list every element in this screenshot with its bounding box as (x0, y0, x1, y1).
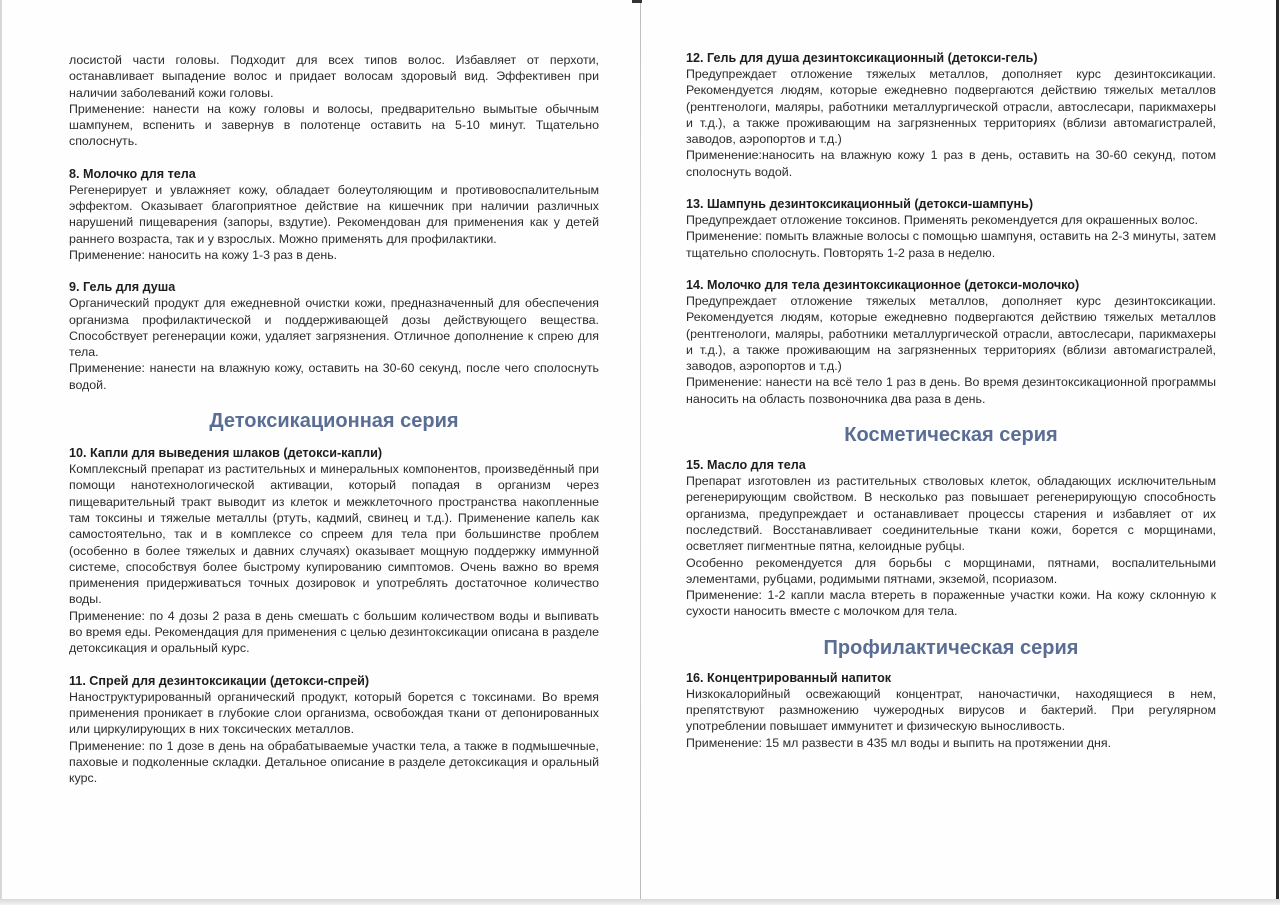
product-title: 9. Гель для душа (69, 280, 176, 295)
product-usage: Применение: 1-2 капли масла втереть в пораженные участки кожи. На кожу склонную к сухости наносить вместе с молочком для тела. (686, 588, 1216, 619)
product-usage: Применение:наносить на влажную кожу 1 раз в день, оставить на 30-60 секунд, потом сполоснуть водой. (686, 148, 1216, 179)
scan-mark (632, 0, 642, 3)
product-title: 13. Шампунь дезинтоксикационный (детокси-шампунь) (686, 197, 1034, 212)
left-column (69, 52, 599, 802)
page-bottom-edge (0, 899, 1280, 905)
continuation-text: лосистой части головы. Подходит для всех типов волос. Избавляет от перхоти, останавливает выпадение волос и придает волосам здоровый вид. Эффективен при наличии заболеваний кожи головы. (69, 53, 599, 100)
product-title: 12. Гель для душа дезинтоксикационный (детокси-гель) (686, 51, 1038, 65)
series-heading-prophylactic: Профилактическая серия (823, 636, 1079, 659)
product-title: 15. Масло для тела (686, 458, 806, 473)
product-usage: Применение: 15 мл развести в 435 мл воды и выпить на протяжении дня. (686, 735, 1112, 750)
product-usage: Применение: нанести на влажную кожу, оставить на 30-60 секунд, после чего сполоснуть водой. (69, 361, 599, 392)
product-title: 11. Спрей для дезинтоксикации (детокси-спрей) (69, 673, 370, 688)
product-description: Регенерирует и увлажняет кожу, обладает болеутоляющим и противовоспалительным эффектом. Оказывает благоприятное действие на кишечник при наличии различных нарушений пищеварения (запоры, вздутие). Рекомендован для применения как у детей раннего возраста, так и у взрослых. Можно применять для профилактики. (69, 182, 599, 246)
product-description: Наноструктурированный органический продукт, который борется с токсинами. Во время применения проникает в глубокие слои организма, освобождая ткани от депонированных или циркулирующих в них токсических металлов. (69, 689, 599, 737)
product-item-10 (69, 445, 599, 657)
product-usage: Применение: по 4 дозы 2 раза в день смешать с большим количеством воды и выпивать во время еды. Рекомендация для применения с целью дезинтоксикации описана в разделе детоксикация и оральный курс. (69, 608, 599, 656)
product-usage: Применение: наносить на кожу 1-3 раз в день. (69, 247, 338, 262)
product-title: 8. Молочко для тела (69, 166, 196, 181)
product-title: 14. Молочко для тела дезинтоксикационное (детокси-молочко) (686, 277, 1080, 292)
product-item-12 (686, 50, 1216, 180)
product-usage: Применение: по 1 дозе в день на обрабатываемые участки тела, а также в подмышечные, паховые и подколенные складки. Детальное описание в разделе детоксикация и оральный курс. (69, 738, 599, 786)
product-recommendation: Особенно рекомендуется для борьбы с морщинами, пятнами, воспалительными элементами, рубцами, родимыми пятнами, экземой, псориазом. (686, 555, 1216, 586)
product-item-11 (69, 673, 599, 787)
product-description: Комплексный препарат из растительных и минеральных компонентов, произведённый при помощи нанотехнологической активации, который попадая в организм через пищеварительный тракт выводит из клеток и межклеточного пространства накопленные там токсины и тяжелые металлы (ртуть, кадмий, свинец и т.д.). Применение капель как самостоятельно, так и в комплексе со спреем для тела при большинстве проблем (особенно в более тяжелых и давних случаях) оказывает мощную поддержку иммунной системе, способствуя более быстрому купированию симптомов. Очень важно во время применения придерживаться точных дозировок и употреблять достаточное количество воды. (69, 462, 599, 607)
series-heading-cosmetic: Косметическая серия (844, 424, 1058, 447)
product-usage: Применение: помыть влажные волосы с помощью шампуня, оставить на 2-3 минуты, затем тщательно сполоснуть. Повторять 1-2 раза в неделю. (686, 229, 1216, 260)
continuation-block (69, 52, 599, 150)
product-item-16 (686, 670, 1216, 751)
product-item-14 (686, 277, 1216, 407)
right-column (686, 50, 1216, 767)
product-item-13 (686, 196, 1216, 261)
product-usage: Применение: нанести на всё тело 1 раз в день. Во время дезинтоксикационной программы наносить на область позвоночника два раза в день. (686, 375, 1216, 406)
continuation-usage: Применение: нанести на кожу головы и волосы, предварительно вымытые обычным шампунем, вспенить и завернув в полотенце оставить на 5-10 минут. Тщательно сполоснуть. (69, 101, 599, 149)
product-description: Предупреждает отложение токсинов. Применять рекомендуется для окрашенных волос. (686, 213, 1199, 228)
product-title: 16. Концентрированный напиток (686, 670, 892, 685)
product-description: Препарат изготовлен из растительных стволовых клеток, обладающих исключительным регенерирующим свойством. В несколько раз повышает регенерирующую способность организма, предупреждает и останавливает процессы старения и избавляет от их последствий. Восстанавливает соединительные ткани кожи, борется с морщинами, осветляет пигментные пятна, келоидные рубцы. (686, 474, 1216, 554)
product-description: Низкокалорийный освежающий концентрат, наночастички, находящиеся в нем, препятствуют размножению чужеродных вирусов и бактерий. При регулярном употреблении повышает иммунитет и физическую выносливость. (686, 686, 1216, 734)
product-description: Предупреждает отложение тяжелых металлов, дополняет курс дезинтоксикации. Рекомендуется людям, которые ежедневно подвергаются действию тяжелых металлов (рентгенологи, маляры, работники металлургической отрасли, автослесари, парикмахеры и т.д.), а также проживающим на загрязненных территориях (вблизи автомагистралей, заводов, аэропортов и т.д.) (686, 67, 1216, 147)
page-fold (640, 0, 641, 900)
product-description: Органический продукт для ежедневной очистки кожи, предназначенный для обеспечения организма профилактической и поддерживающей дозы действующего вещества. Способствует регенерации кожи, удаляет загрязнения. Отличное дополнение к спрею для тела. (69, 296, 599, 360)
product-description: Предупреждает отложение тяжелых металлов, дополняет курс дезинтоксикации. Рекомендуется людям, которые ежедневно подвергаются действию тяжелых металлов (рентгенологи, маляры, работники металлургической отрасли, автослесари, парикмахеры и т.д.), а также проживающим на загрязненных территориях (вблизи автомагистралей, заводов, аэропортов и т.д.) (686, 293, 1216, 374)
product-item-8 (69, 166, 599, 263)
series-heading-detox: Детоксикационная серия (209, 410, 459, 433)
product-title: 10. Капли для выведения шлаков (детокси-капли) (69, 446, 383, 461)
product-item-9 (69, 279, 599, 393)
product-item-15 (686, 457, 1216, 620)
